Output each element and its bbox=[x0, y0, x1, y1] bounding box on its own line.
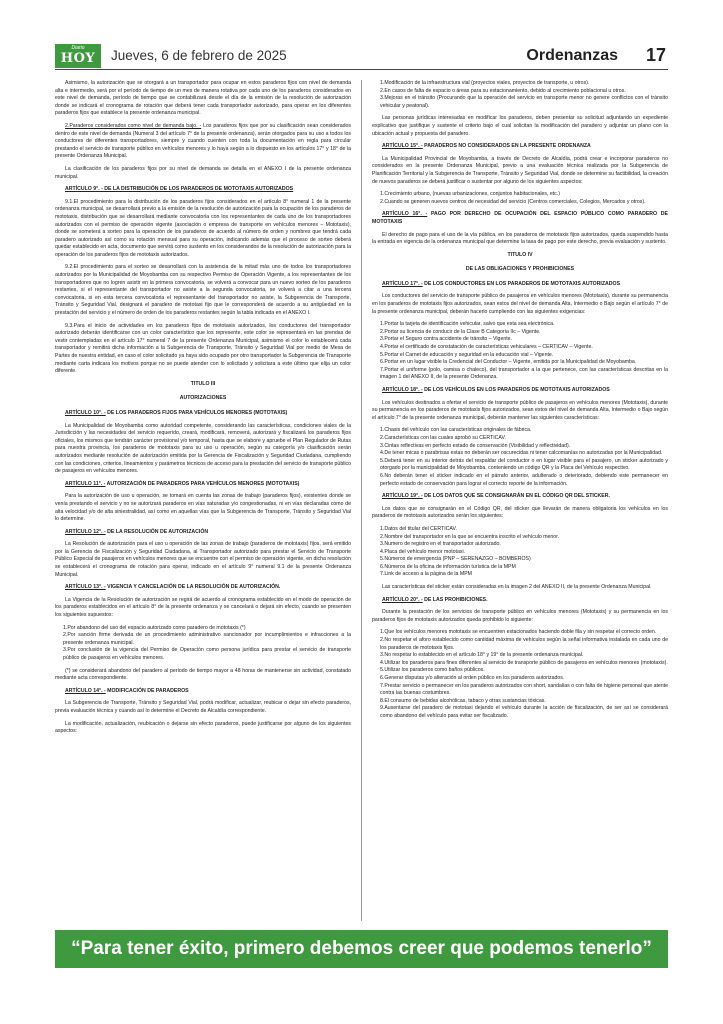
article-title: 2.Paraderos considerados como nivel de demanda bajo. - bbox=[65, 122, 202, 129]
article-title: ARTÍCULO 19°. - bbox=[382, 493, 423, 500]
paragraph-text: VIGENCIA Y CANCELACIÓN DE LA RESOLUCIÓN DE AUTORIZACIÓN. bbox=[105, 584, 281, 591]
article-title: ARTÍCULO 12°. - bbox=[65, 528, 106, 535]
paragraph-text: La Municipalidad Provincial de Moyobamba, a través de Decreto de Alcaldía, podrá crear e incorporar paraderos no considerados en la presente Ordenanza Municipal, previo a una evaluación técnica realizada por la Subgerencia de Planificación Territorial y la Subgerencia de Transporte, Tránsito y Seguridad Vial, donde se determine su factibilidad, la creación de nuevos paraderos se deberá justificar o sustentar por alguno de los siguientes aspectos: bbox=[372, 155, 668, 185]
paragraph bbox=[55, 199, 351, 260]
list-item: 5.Portar el Carnet de educación y seguridad en la educación vial – Vigente. bbox=[380, 351, 554, 358]
paragraph-text: 9.3.Para el inicio de actividades en los paraderos fijos de mototaxis autorizados, los conductores del transportador autorizado deberán identificarse con un color característico que los represente, este color se representará en las prendas de vestir contempladas en el artículo 17° numeral 7 de la presente Ordenanza Municipal, asimismo el color lo establecerá cada transportador y remitirá dicha información a la Subgerencia de Transporte, Tránsito y Seguridad Vial por medio de Mesa de Partes de nuestra entidad, en caso el color solicitado ya haya sido ocupado por otro transportador la Subgerencia de Transporte mediante carta indicara los motivos porque no se puede atender con lo solicitado y solicitara a este último que elija un color diferente. bbox=[55, 322, 351, 375]
paragraph-text: La Municipalidad de Moyobamba como autoridad competente, considerando las características, condiciones viales de la Jurisdicción y las necesidades del servicio requerido, creará, modificará, removerá, autorizará y fiscalizará los paraderos fijos oficiales, los mismos que tendrán carácter provisional y/o temporal, hasta que se elabore y apruebe el Plan Regulador de Rutas para nuestra provincia, los paraderos de mototaxis para su uso u operación, según su categoría y/o clasificación serán autorizados mediante resolución de autorización emitida por la Gerencia de Fiscalización y Seguridad Ciudadana, cumpliendo con las condiciones, criterios, lineamientos y parámetros técnicos de acceso para la prestación del servicio de transporte público de pasajeros en vehículos menores. bbox=[55, 422, 351, 475]
right-column bbox=[372, 80, 668, 921]
list-item: 1.Datos del titular del CERTICAV. bbox=[380, 525, 457, 532]
list-item: 4.De tener micas o parabrisas estas no deberán ser oscurecidas ni tener calcomanías no autorizadas por la Municipalidad. bbox=[380, 450, 663, 457]
paragraph bbox=[55, 423, 351, 476]
list-item: 2.Características con las cuales aprobó su CERTICAV. bbox=[380, 434, 506, 441]
article-heading bbox=[372, 211, 668, 226]
page-number: 17 bbox=[645, 45, 666, 65]
paragraph-text: 9.2.El procedimiento para el sorteo se desarrollará con la asistencia de la mitad más uno de todos los transportadores autorizados por la Municipalidad de Moyobamba con su respectivo Permiso de Operación Vigente, a los representantes de los transportadores que no logren asistir en la primera convocatoria, se volverá a convocar para un nuevo sorteo de los paraderos restantes, si el representante del transportador no asiste a la segunda convocatoria, se volverá a citar a una tercera convocatoria, si en esta tercera convocatoria el representante del transportador no asiste, la Subgerencia de Transporte, Tránsito y Seguridad Vial, designará el paradero de mototaxi fijo que le corresponderá de acuerdo a su antigüedad en la prestación del servicio y el número de orden de los paraderos restantes según la tabla indicada en el ANEXO I. bbox=[55, 264, 351, 317]
paragraph bbox=[372, 609, 668, 624]
paragraph-text: La Resolución de autorización para el uso u operación de las zonas de trabajo (paraderos de mototaxis) fijos, será emitido por la Gerencia de Fiscalización y Seguridad Ciudadana, al Transportador autorizado para prestar el Servicio de Transporte Público Especial de pasajeros en vehículos menores que se encuentre con el permiso de operación vigente, en dicha resolución se establecerá el cronograma de rotación para operar, indicado en el artículo 9° numeral 9.1 de la presente Ordenanza Municipal. bbox=[55, 541, 351, 578]
paragraph-text: DE LOS CONDUCTORES EN LOS PARADEROS DE MOTOTAXIS AUTORIZADOS bbox=[422, 280, 621, 287]
list-item: 4.Placa del vehículo menor mototaxi. bbox=[380, 548, 466, 555]
paragraph-text: Los conductores del servicio de transporte público de pasajeros en vehículos menores (Mototaxis), durante su permanencia en los paraderos de mototaxis fijos autorizados, sean estos del nivel de demanda Alta, Intermedio o Bajo según el artículo 7° de la presente ordenanza municipal, deberán hacerlo cumpliendo con las siguientes exigencias: bbox=[372, 293, 668, 315]
list-item: 3.Portar el Seguro contra accidente de tránsito – Vigente. bbox=[380, 336, 512, 343]
paragraph bbox=[55, 668, 351, 683]
list-item: 7.Portar el uniforme (polo, camisa o chaleco), del transportador a la que pertenece, con las características descritas en la imagen 1 del ANEXO II, de la presente Ordenanza. bbox=[380, 366, 668, 381]
paragraph bbox=[372, 232, 668, 247]
paragraph bbox=[55, 80, 351, 118]
list-item: 7.Link de acceso a la página de la MPM bbox=[380, 571, 472, 578]
publication-date: Jueves, 6 de febrero de 2025 bbox=[111, 48, 287, 63]
list-item: 2.En casos de falta de espacio o áreas para su estacionamiento, debido al crecimiento poblacional u otros. bbox=[380, 87, 626, 94]
section-heading: DE LAS OBLIGACIONES Y PROHIBICIONES bbox=[465, 266, 575, 273]
article-heading bbox=[372, 387, 668, 395]
logo-big-text: HOY bbox=[60, 51, 96, 66]
paragraph bbox=[55, 541, 351, 579]
paragraph-text: La clasificación de los paraderos fijos por su nivel de demanda se detalla en el ANEXO I de la presente ordenanza municipal. bbox=[55, 165, 351, 180]
list-item: 3.No respetar lo establecido en el artículo 18° y 19° de la presente ordenanza municipal. bbox=[380, 652, 584, 659]
list-item: 1.Crecimiento urbano, (nuevas urbanizaciones, conjuntos habitacionales, etc.) bbox=[380, 191, 560, 198]
list-item: 9.Ausentarse del paradero de mototaxi dejando el vehículo durante la acción de fiscalización, de ser así se considerará como abandono del vehículo para evitar ser fiscalizado. bbox=[380, 705, 668, 719]
paragraph-text: DE LOS DATOS QUE SE CONSIGNARÁN EN EL CÓDIGO QR DEL STICKER. bbox=[422, 493, 610, 500]
list-item: 5.Deberá tener en su interior detrás del respaldar del conductor o en lugar visible para el pasajero, un sticker autorizado y otorgado por la municipalidad de Moyobamba, conteniendo un código QR y la Placa del Vehículo respectivo. bbox=[380, 457, 668, 472]
article-title: ARTÍCULO 15°. - bbox=[382, 143, 423, 150]
list-item: 2.Por sanción firme derivada de un procedimiento administrativo sancionador por incumplimientos e infracciones a la presente ordenanza municipal. bbox=[63, 632, 351, 646]
list-item: 1.Chasis del vehículo con las características originales de fábrica. bbox=[380, 427, 532, 434]
paragraph-text: El derecho de pago para el uso de la vía pública, en los paraderos de mototaxis fijos autorizados, queda suspendido hasta la entrada en vigencia de la ordenanza municipal que determine la tasa de pago por este derecho, previa evaluación y sustento. bbox=[372, 231, 668, 246]
list-item: 5.Números de emergencia (PNP – SERENAZGO – BOMBEROS) bbox=[380, 556, 531, 563]
list-item: 2.Nombre del transportador en la que se encuentra inscrito el vehículo menor. bbox=[380, 533, 560, 540]
article-heading bbox=[55, 584, 351, 592]
article-title: ARTÍCULO 11°. - bbox=[65, 480, 106, 487]
paragraph-text: Durante la prestación de los servicios de transporte público en vehículos menores (Mototaxis) y su permanencia en los paraderos fijos de mototaxis autorizados queda prohibido lo siguiente: bbox=[372, 609, 668, 623]
paragraph-text: Los vehículos destinados a ofertar el servicio de transporte público de pasajeros en vehículos menores (Mototaxis), durante su permanencia en los paraderos de mototaxis fijos autorizados, sean estos del nivel de demanda Alta, Intermedio o Bajo según el artículo 7° de la presente ordenanza municipal, deberán mantener las siguientes características: bbox=[372, 399, 668, 421]
article-heading bbox=[372, 493, 668, 501]
paragraph bbox=[55, 721, 351, 736]
article-heading bbox=[372, 143, 668, 151]
paragraph-text: La Subgerencia de Transporte, Tránsito y Seguridad Vial, podrá modificar, actualizar, reubicar o dejar sin efecto paraderos, previa evaluación técnica y cuando así lo determine el Decreto de Alcaldía correspondiente. bbox=[55, 700, 351, 714]
list-item: 6.No deberán tener el sticker indicado en el párrafo anterior, adulterado o deteriorado, debiendo este permanecer en perfecto estado de conservación para lograr el correcto reporte de la información. bbox=[380, 472, 668, 487]
list-item: 6.Portar en un lugar visible la Credencial del Conductor – Vigente, emitida por la Municipalidad de Moyobamba. bbox=[380, 359, 637, 366]
list-item: 3.Numero de registro en el transportador autorizado. bbox=[380, 541, 501, 548]
paragraph-text: DE LOS PARADEROS FIJOS PARA VEHÍCULOS MENORES (MOTOTAXIS) bbox=[105, 409, 288, 416]
list-item: 7.Prestar servicio o permanecer en los paraderos autorizados con short, sandalias o con falta de higiene personal que atente contra las buenas costumbres. bbox=[380, 682, 668, 697]
list-item: 5.Utilizar los paraderos como baños públicos. bbox=[380, 667, 485, 674]
article-heading bbox=[55, 529, 351, 537]
paragraph bbox=[372, 156, 668, 186]
list-item: 1.Por abandono del uso del espacio autorizado como paradero de mototaxis (*) bbox=[63, 624, 246, 631]
list-item: 6.Números de la oficina de información turística de la MPM bbox=[380, 563, 516, 570]
list-item: 1.Modificación de la infraestructura vial (proyectos viales, proyectos de transporte, u otros). bbox=[380, 80, 590, 86]
paragraph-text: (*) se considerará abandono del paradero al período de tiempo mayor a 48 horas de mantenerse sin actividad, constatado mediante acta correspondiente. bbox=[55, 667, 351, 682]
list-item: 8.El consumo de bebidas alcohólicas, tabaco y otras sustancias tóxicas. bbox=[380, 697, 546, 704]
article-title: ARTÍCULO 20°. - bbox=[382, 596, 423, 603]
paragraph-text: MODIFICACIÓN DE PARADEROS bbox=[105, 687, 189, 694]
article-heading bbox=[372, 597, 668, 605]
article-heading bbox=[55, 186, 351, 194]
paragraph-text: 9.1.El procedimiento para la distribución de los paraderos fijos considerados en el artículo 8° numeral 1 de la presente ordenanza municipal, se desarrollará previo a la emisión de la resolución de autorización para la ocupación de los paraderos de mototaxis, distribución que se desarrollará mediante convocatoria con los representantes de cada uno de los transportadores autorizados con el permiso de operación vigente (asociación o empresa de transporte en vehículos menores – Mototaxis), donde se someterá a sorteo para la operación de los paraderos de acuerdo al número de orden y nombres que tendrá cada paradero autorizado así como su rotación mensual para su operación, indicando además que el proceso de sorteo deberá quedar establecido en acta, documento que servirá como sustento en los considerandos de la resolución de autorización para la operación de los paraderos fijos de mototaxis autorizados. bbox=[55, 198, 351, 258]
article-title: ARTÍCULO 9°. - DE LA DISTRIBUCIÓN DE LOS PARADEROS DE MOTOTAXIS AUTORIZADOS bbox=[65, 186, 294, 193]
list-item: 2.Cuando se generen nuevos centros de necesidad del servicio (Centros comerciales, Colegios, Mercados y otros). bbox=[380, 198, 646, 205]
paragraph-text: Las características del sticker están consideradas en la imagen 2 del ANEXO II, de la presente Ordenanza Municipal. bbox=[382, 584, 652, 591]
paragraph bbox=[372, 584, 668, 592]
list-item: 3.Por conclusión de la vigencia del Permiso de Operación como persona jurídica para prestar el servicio de transporte público de pasajeros en vehículos menores. bbox=[63, 647, 351, 661]
logo-small-text: Diario bbox=[71, 45, 85, 51]
paragraph bbox=[55, 597, 351, 620]
footer-quote-banner bbox=[55, 930, 668, 968]
paragraph bbox=[55, 700, 351, 715]
page-header bbox=[55, 44, 668, 70]
article-heading bbox=[55, 481, 351, 489]
paragraph bbox=[55, 493, 351, 523]
paragraph-text: Las personas jurídicas interesadas en modificar los paraderos, deben presentar su solicitud adjuntando un expediente explicativo que justifique y sustente el criterio bajo el cual solicitan la modificación del paradero y adjuntar un plano con la ubicación actual y propuesta del paradero. bbox=[372, 115, 668, 137]
article-title: ARTÍCULO 18°. - bbox=[382, 387, 423, 393]
article-heading bbox=[55, 410, 351, 418]
hoy-logo bbox=[55, 44, 101, 68]
paragraph bbox=[372, 293, 668, 316]
list-item: 2.Portar su licencia de conducir de la Clase B Categoría IIc – Vigente. bbox=[380, 328, 541, 335]
left-column bbox=[55, 80, 351, 921]
paragraph-text: DE LOS VEHÍCULOS EN LOS PARADEROS DE MOTOTAXIS AUTORIZADOS bbox=[422, 387, 610, 393]
paragraph-text: Para la autorización de uso u operación, se tomará en cuenta las zonas de trabajo (paraderos fijos), existentes donde se venía prestando el servicio y no se autorizará paraderos en vías saturadas y/o congestionadas, ni en vías declaradas como de alta velocidad y/o de alta siniestralidad, así como en aquellas vías que la Subgerencia de Transporte, Tránsito y Seguridad Vial lo determine. bbox=[55, 493, 351, 523]
list-item: 3.Mejoras en el tránsito (Procurando que la operación del servicio en transporte menor no genere conflictos con el tránsito vehicular y peatonal). bbox=[380, 95, 668, 109]
paragraph bbox=[55, 264, 351, 317]
article-title: ARTÍCULO 13°. - bbox=[65, 584, 106, 591]
section-title: Ordenanzas bbox=[526, 47, 618, 64]
list-item: 3.Cintas reflectivas en perfecto estado de conservación (Visibilidad y reflectividad). bbox=[380, 442, 571, 449]
article-title: ARTÍCULO 17°. - bbox=[382, 280, 423, 287]
article-title: ARTÍCULO 16°. - bbox=[382, 211, 428, 218]
paragraph-text: DE LAS PROHIBICIONES. bbox=[422, 596, 488, 603]
paragraph bbox=[372, 506, 668, 521]
paragraph-text: Los paraderos fijos que por su clasificación sean considerados dentro de este nivel de demanda (Numeral 3 del artículo 7° de la presente ordenanza), serán otorgados para su uso a todos los conductores de diferentes transportadores, siempre y cuando cuenten con toda la documentación en regla para circular prestando el servicio de transporte público en vehículos menores y lo haya según a lo dispuesto en los artículos 17° y 18° de la presente Ordenanza Municipal. bbox=[55, 122, 351, 160]
list-item: 6.Generar disputas y/o alteración al orden público en los paraderos autorizados. bbox=[380, 675, 565, 681]
article-heading bbox=[372, 281, 668, 289]
article-heading bbox=[55, 123, 351, 161]
paragraph-text: DE LA RESOLUCIÓN DE AUTORIZACIÓN bbox=[105, 528, 209, 535]
section-heading: TITULO III bbox=[190, 380, 216, 387]
list-item: 2.No respetar el aforo establecido como cantidad máxima de vehículos según la señal informativa instalada en cada uno de los paraderos de mototaxis fijos. bbox=[380, 637, 668, 651]
paragraph-text: AUTORIZACIÓN DE PARADEROS PARA VEHÍCULOS MENORES (MOTOTAXIS) bbox=[105, 480, 300, 487]
column-divider bbox=[361, 80, 362, 921]
footer-quote: “Para tener éxito, primero debemos creer que podemos tenerlo” bbox=[71, 938, 652, 959]
list-item: 4.Portar el certificado de constatación de características vehiculares – CERTICAV – Vigente. bbox=[380, 344, 593, 351]
paragraph bbox=[372, 400, 668, 423]
paragraph bbox=[55, 166, 351, 181]
article-heading bbox=[55, 688, 351, 696]
paragraph-text: La modificación, actualización, reubicación o dejarse sin efecto paraderos, puede justificarse por alguno de los siguientes aspectos: bbox=[55, 720, 351, 735]
paragraph bbox=[55, 323, 351, 376]
article-title: ARTÍCULO 14°. - bbox=[65, 687, 106, 694]
article-body bbox=[55, 80, 668, 921]
paragraph-text: La Vigencia de la Resolución de autorización se regirá de acuerdo al cronograma establecido en el modo de operación de los paraderos establecidos en el artículo 8° de la presente ordenanza y se cancelará o dejará sin efecto, cuando se presenten los siguientes supuestos: bbox=[55, 596, 351, 619]
section-heading: TITULO IV bbox=[507, 251, 533, 258]
list-item: 1.Que los vehículos menores mototaxis se encuentren estacionados haciendo doble fila y sin respetar el correcto orden. bbox=[380, 629, 657, 636]
paragraph-text: PAGO POR DERECHO DE OCUPACIÓN DEL ESPACIO PÚBLICO COMO PARADERO DE MOTOTAXIS bbox=[372, 211, 668, 225]
article-title: ARTÍCULO 10°. - bbox=[65, 409, 106, 416]
paragraph bbox=[372, 115, 668, 138]
list-item: 1.Portar la tarjeta de identificación vehicular, salvo que esta sea electrónica. bbox=[380, 321, 555, 328]
paragraph-text: Asimismo, la autorización que se otorgará a un transportador para ocupar en estos paraderos fijos con nivel de demanda alta e intermedio, será por el período de tiempo de un mes de manera rotativa por cada uno de los paraderos considerados en este nivel de demanda, período de tiempo que se contabilizará desde el día de la emisión de la resolución de autorización donde se indicará el cronograma de rotación que deberá tener cada transportador autorizado, para operar en los diferentes paraderos fijos que establece la presente ordenanza municipal. bbox=[55, 80, 351, 117]
section-heading: AUTORIZACIONES bbox=[179, 395, 227, 402]
list-item: 4.Utilizar los paraderos para fines diferentes al servicio de transporte público de pasajeros en vehículos menores (mototaxis). bbox=[380, 659, 668, 666]
paragraph-text: PARADEROS NO CONSIDERADOS EN LA PRESENTE ORDENANZA bbox=[422, 143, 591, 150]
paragraph-text: Los datos que se consignarán en el Código QR, del sticker que llevarán de manera obligatoria los vehículos en los paraderos de mototaxis autorizados serán los siguientes: bbox=[372, 505, 668, 520]
